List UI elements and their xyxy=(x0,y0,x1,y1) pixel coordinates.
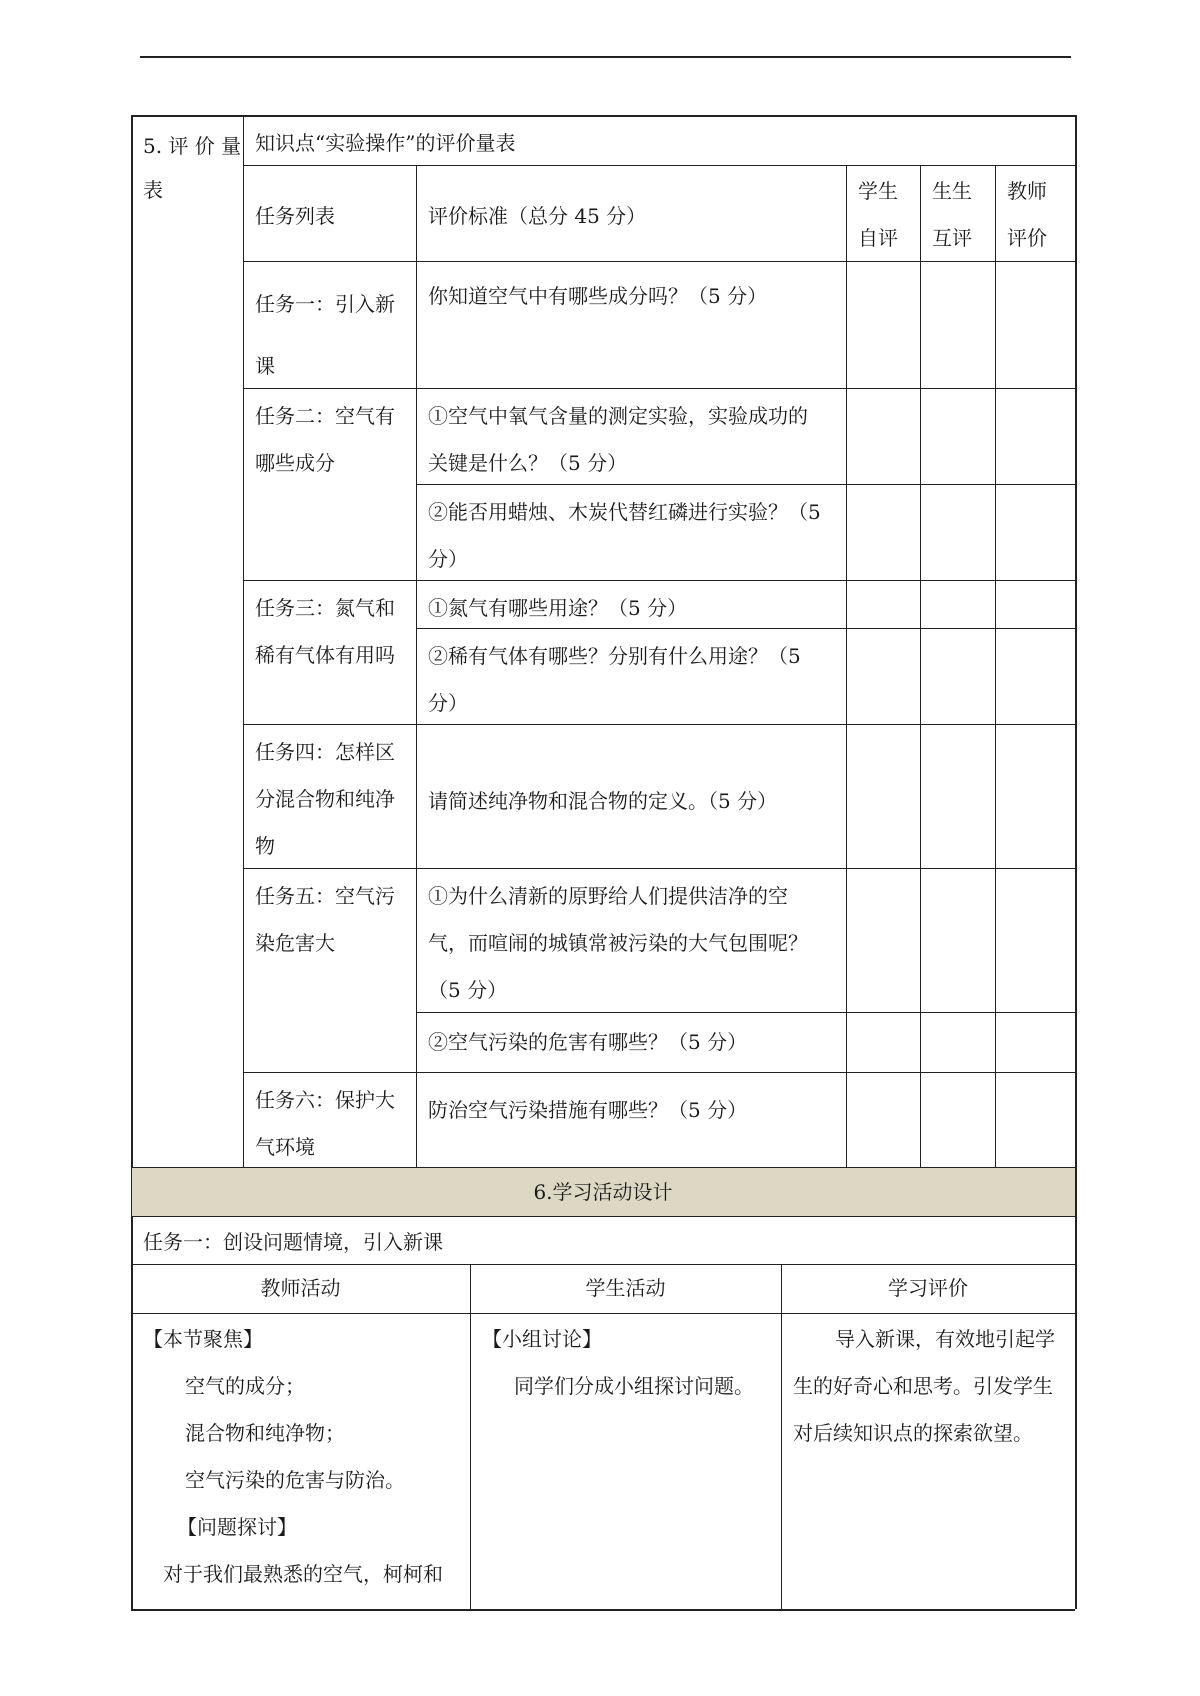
criteria-5b: ②空气污染的危害有哪些？（5 分） xyxy=(428,1030,748,1054)
task-2: 任务二：空气有 哪些成分 xyxy=(255,404,395,475)
header-self-eval: 学生 自评 xyxy=(858,179,898,250)
header-rule xyxy=(140,56,1071,58)
group-discussion-heading: 【小组讨论】 xyxy=(482,1327,602,1351)
col-teacher-activity: 教师活动 xyxy=(260,1276,341,1300)
focus-heading: 【本节聚焦】 xyxy=(143,1327,263,1351)
task-5: 任务五：空气污 染危害大 xyxy=(255,884,395,955)
header-teacher-eval: 教师 评价 xyxy=(1007,179,1047,250)
focus-item: 空气的成分； xyxy=(185,1374,305,1398)
focus-item: 混合物和纯净物； xyxy=(185,1421,345,1445)
task-1: 任务一：引入新 课 xyxy=(255,292,395,378)
criteria-1: 你知道空气中有哪些成分吗？（5 分） xyxy=(428,284,768,308)
header-peer-eval: 生生 互评 xyxy=(932,179,972,250)
learning-evaluation: 导入新课，有效地引起学 生的好奇心和思考。引发学生 对后续知识点的探索欲望。 xyxy=(793,1327,1055,1445)
criteria-3a: ①氮气有哪些用途？（5 分） xyxy=(428,596,688,620)
discussion-heading: 【问题探讨】 xyxy=(177,1515,297,1539)
group-discussion-text: 同学们分成小组探讨问题。 xyxy=(514,1374,754,1398)
task-3: 任务三：氮气和 稀有气体有用吗 xyxy=(255,596,395,667)
col-student-activity: 学生活动 xyxy=(585,1276,666,1300)
section6-task: 任务一：创设问题情境，引入新课 xyxy=(143,1230,443,1254)
task-4: 任务四：怎样区 分混合物和纯净 物 xyxy=(255,740,395,858)
col-learning-evaluation: 学习评价 xyxy=(888,1276,968,1300)
criteria-5a: ①为什么清新的原野给人们提供洁净的空 气，而喧闹的城镇常被污染的大气包围呢？ （5 分） xyxy=(428,884,808,1002)
criteria-2b: ②能否用蜡烛、木炭代替红磷进行实验？（5 分） xyxy=(428,500,821,571)
task-6: 任务六：保护大 气环境 xyxy=(255,1088,395,1159)
criteria-2a: ①空气中氧气含量的测定实验，实验成功的 关键是什么？（5 分） xyxy=(428,404,808,475)
section5-label: 5. 评 价 量 表 xyxy=(143,134,242,202)
header-tasks: 任务列表 xyxy=(255,204,335,228)
criteria-6: 防治空气污染措施有哪些？（5 分） xyxy=(428,1098,748,1122)
discussion-text: 对于我们最熟悉的空气，柯柯和 xyxy=(163,1562,443,1586)
focus-item: 空气污染的危害与防治。 xyxy=(185,1468,405,1492)
table-title: 知识点“实验操作”的评价量表 xyxy=(255,131,516,155)
criteria-4: 请简述纯净物和混合物的定义。（5 分） xyxy=(428,789,778,813)
student-activity xyxy=(470,1316,781,1410)
section6-title: 6.学习活动设计 xyxy=(533,1180,673,1204)
header-criteria: 评价标准（总分 45 分） xyxy=(428,204,647,228)
criteria-3b: ②稀有气体有哪些？分别有什么用途？（5 分） xyxy=(428,644,801,715)
teacher-activity xyxy=(131,1316,470,1598)
